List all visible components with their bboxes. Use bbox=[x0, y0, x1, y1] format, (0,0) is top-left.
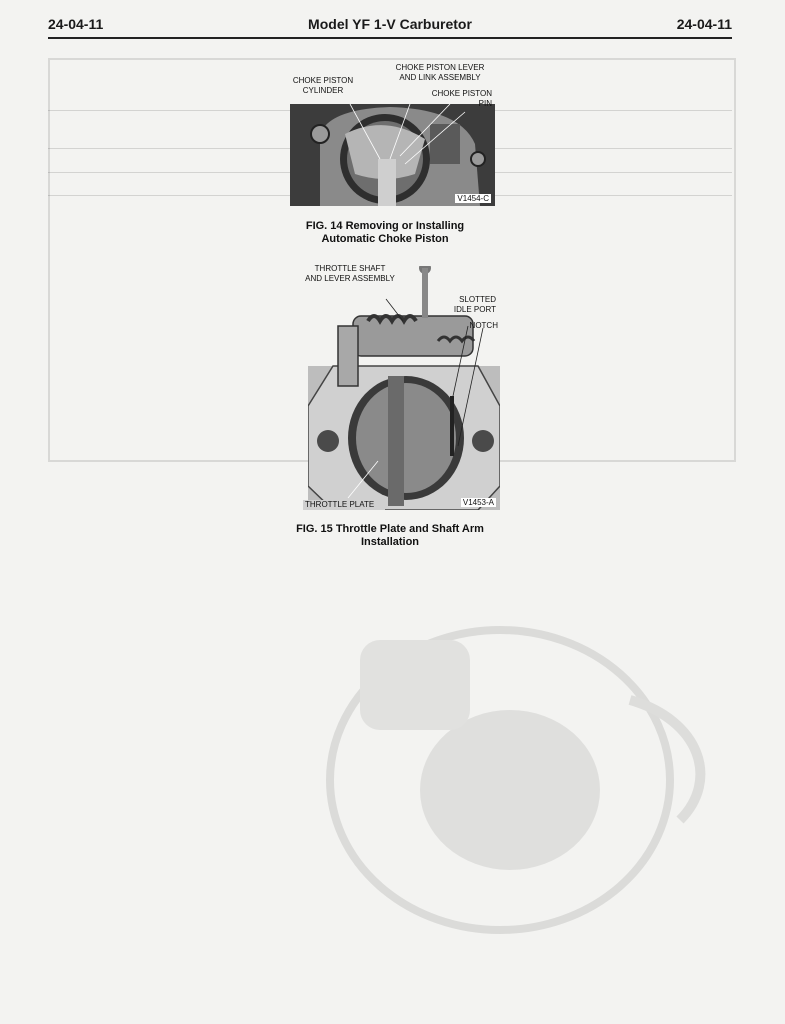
page-number-right: 24-04-11 bbox=[676, 16, 732, 32]
callout-notch: NOTCH bbox=[469, 321, 498, 330]
callout-slotted-idle-port: SLOTTED IDLE PORT bbox=[453, 295, 496, 314]
callout-choke-piston-cylinder: CHOKE PISTON CYLINDER bbox=[292, 76, 354, 95]
header-rule bbox=[48, 37, 732, 39]
figure-14-caption: FIG. 14 Removing or Installing Automatic Choke Piston bbox=[305, 220, 465, 245]
choke-piston-photo bbox=[290, 104, 495, 206]
callout-throttle-plate: THROTTLE PLATE bbox=[303, 500, 385, 510]
choke-piston-illustration bbox=[290, 104, 495, 206]
callout-choke-piston-lever: CHOKE PISTON LEVER AND LINK ASSEMBLY bbox=[395, 63, 485, 82]
show-through-carburetor-drawing bbox=[300, 580, 740, 970]
page-header bbox=[48, 14, 732, 36]
page-title: Model YF 1-V Carburetor bbox=[308, 16, 472, 32]
callout-throttle-shaft: THROTTLE SHAFT AND LEVER ASSEMBLY bbox=[305, 264, 395, 283]
figure-15-caption: FIG. 15 Throttle Plate and Shaft Arm Installation bbox=[296, 523, 484, 548]
callout-choke-piston-pin: CHOKE PISTON PIN bbox=[431, 89, 492, 108]
figure-15-id: V1453-A bbox=[462, 498, 494, 507]
page-number-left: 24-04-11 bbox=[48, 16, 104, 32]
figure-14-id: V1454-C bbox=[457, 194, 489, 203]
